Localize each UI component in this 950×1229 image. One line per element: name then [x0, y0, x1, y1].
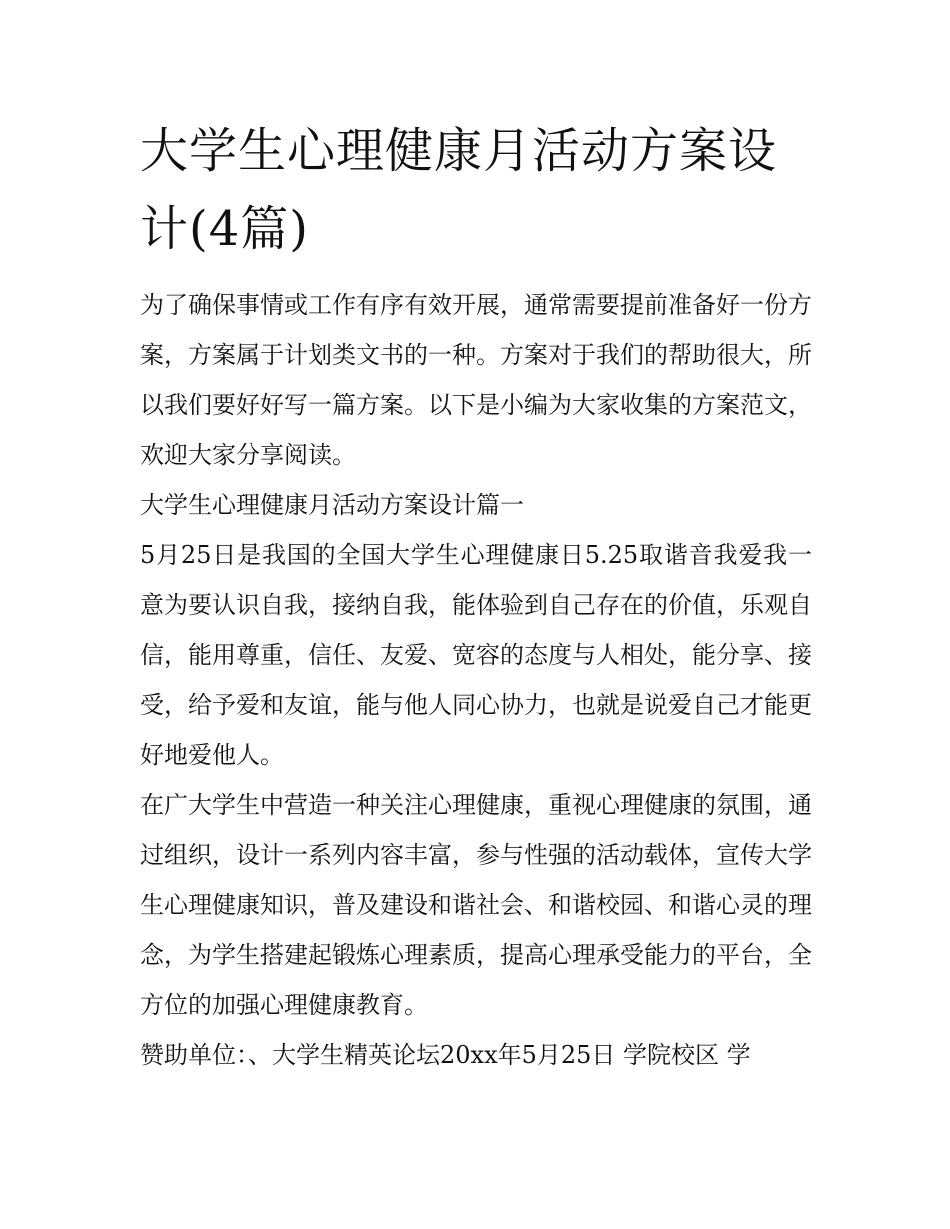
body-paragraph-2: 在广大学生中营造一种关注心理健康，重视心理健康的氛围，通过组织，设计一系列内容丰富，参与性强的活动载体，宣传大学生心理健康知识，普及建设和谐社会、和谐校园、和谐心灵的理念，为学生搭建起锻炼心理素质，提高心理承受能力的平台，全方位的加强心理健康教育。: [140, 791, 812, 1019]
intro-paragraph: 为了确保事情或工作有序有效开展，通常需要提前准备好一份方案，方案属于计划类文书的一种。方案对于我们的帮助很大，所以我们要好好写一篇方案。以下是小编为大家收集的方案范文，欢迎大家分享阅读。: [140, 291, 812, 469]
document-body: [140, 112, 812, 1080]
document-title: 大学生心理健康月活动方案设计(4篇): [140, 123, 778, 257]
section-heading: 大学生心理健康月活动方案设计篇一: [140, 491, 524, 519]
body-paragraph-1: 5月25日是我国的全国大学生心理健康日5.25取谐音我爱我一意为要认识自我，接纳自我，能体验到自己存在的价值，乐观自信，能用尊重，信任、友爱、宽容的态度与人相处，能分享、接受，给予爱和友谊，能与他人同心协力，也就是说爱自己才能更好地爱他人。: [140, 541, 812, 769]
body-paragraph-3: 赞助单位：、大学生精英论坛20xx年5月25日 学院校区 学: [140, 1041, 751, 1069]
